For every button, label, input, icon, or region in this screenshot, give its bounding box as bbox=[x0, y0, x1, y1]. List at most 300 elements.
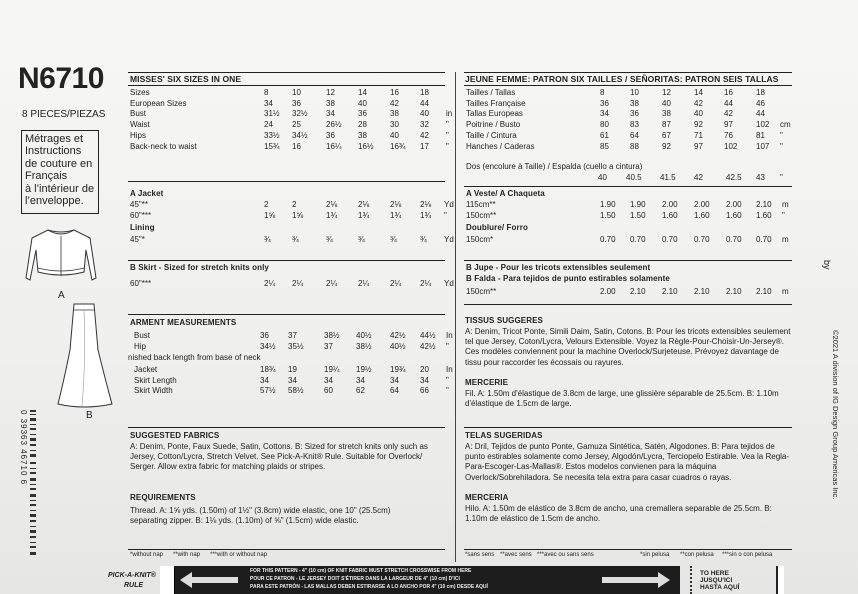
row-label: Tailles Française bbox=[466, 98, 526, 108]
size-value: 1.90 bbox=[600, 200, 616, 209]
left-title: MISSES' SIX SIZES IN ONE bbox=[130, 74, 242, 84]
skirt-title: B Skirt - Sized for stretch knits only bbox=[130, 263, 269, 272]
knit-rule-line-1: FOR THIS PATTERN - 4" (10 cm) OF KNIT FABRIC MUST STRETCH CROSSWISE FROM HERE bbox=[250, 568, 472, 574]
size-value: 18¾ bbox=[260, 365, 276, 374]
french-note-line: Instructions bbox=[25, 145, 82, 158]
size-value: 34 bbox=[390, 375, 399, 385]
row-label: Sizes bbox=[130, 88, 150, 97]
size-value: 1⅝ bbox=[292, 210, 304, 220]
size-value: 44 bbox=[756, 109, 765, 119]
size-value: 38 bbox=[390, 109, 399, 119]
left-size-row bbox=[128, 120, 453, 130]
row-label: 45"** bbox=[130, 200, 148, 209]
unit: " bbox=[446, 120, 449, 130]
size-value: 102 bbox=[724, 141, 738, 151]
size-value: 1.50 bbox=[630, 210, 646, 220]
size-value: 34 bbox=[326, 109, 335, 119]
unit: " bbox=[782, 210, 785, 220]
tissus-text: A: Denim, Tricot Ponte, Simili Daim, Satin, Cotons. B: Pour les tricots extensibles seulement tel que Jersey, Coton/Lycra, Velours Extensible. Voyez la Règle-Pour-Choisir-Un-Jersey®. Ces modèles conviennent pour la machine Overlock/Surjeteuse. Prévoyez davantage de tissu pour raccorder les écossais ou rayures. bbox=[465, 327, 791, 367]
copyright-text: ©2021 A division of IG Design Group Americas Inc. bbox=[831, 330, 840, 500]
size-value: 34 bbox=[420, 375, 429, 385]
size-value: 0.70 bbox=[694, 235, 710, 244]
rule bbox=[128, 314, 445, 315]
view-b-label: B bbox=[86, 410, 93, 421]
row-label: Jacket bbox=[134, 365, 158, 374]
barcode bbox=[18, 410, 38, 565]
size-value: ¾ bbox=[326, 235, 333, 244]
size-value: 37 bbox=[288, 331, 297, 340]
unit: Yd bbox=[444, 279, 454, 288]
french-note-line: Métrages et bbox=[25, 133, 84, 145]
unit: " bbox=[446, 141, 449, 151]
knit-rule-dotted bbox=[690, 566, 692, 594]
row-label: Waist bbox=[130, 120, 150, 130]
knit-rule-label-2: RULE bbox=[124, 582, 144, 589]
size-value: 38 bbox=[630, 98, 639, 108]
size-value: 60 bbox=[324, 386, 333, 395]
rule bbox=[464, 549, 792, 550]
footnote-pelusa-1: *sin pelusa bbox=[640, 552, 670, 558]
telas-text: A: Dril, Tejidos de punto Ponte, Gamuza Sintética, Satén, Algodones. B: Para tejidos de punto estirables solamente como Jersey, Algodón/Lycra, Terciopelo Estirable. Vea la Regla-Para-Escoger-Las-Mallas®. Estos modelos convienen para la máquina Overlock/Sobrehiladora. Se necesita tela extra para casar cuadros o rayas. bbox=[465, 442, 790, 482]
size-value: 16 bbox=[292, 141, 301, 151]
rule bbox=[128, 85, 445, 86]
size-value: 1.50 bbox=[600, 210, 616, 220]
pattern-number: N6710 bbox=[18, 62, 104, 95]
row-label: Tallas Europeas bbox=[466, 109, 523, 119]
size-value: 46 bbox=[756, 98, 765, 108]
knit-rule-end-mark bbox=[776, 566, 784, 594]
size-value: 1.60 bbox=[662, 210, 678, 220]
size-value: 38 bbox=[358, 130, 367, 140]
size-value: 0.70 bbox=[662, 235, 678, 244]
size-value: 38 bbox=[662, 109, 671, 119]
size-value: 41.5 bbox=[660, 173, 676, 182]
right-yardage-table bbox=[464, 189, 804, 309]
garment-row bbox=[128, 342, 453, 352]
footnote-sens-2: **avec sens bbox=[500, 552, 532, 558]
garment-row bbox=[128, 331, 453, 341]
doublure-yardage-row bbox=[464, 235, 804, 245]
rule bbox=[464, 85, 792, 86]
top-rule-right bbox=[464, 72, 792, 73]
size-value: 2.00 bbox=[694, 200, 710, 209]
size-value: 2 bbox=[292, 200, 297, 209]
french-note-line: Français bbox=[25, 170, 68, 183]
unit: In bbox=[446, 331, 453, 340]
size-value: 36 bbox=[600, 98, 609, 108]
size-value: 32 bbox=[420, 120, 429, 130]
size-value: 2.10 bbox=[662, 287, 678, 296]
unit: " bbox=[446, 386, 449, 395]
unit: " bbox=[780, 130, 783, 140]
right-size-row bbox=[464, 142, 804, 152]
unit: " bbox=[780, 141, 783, 151]
size-value: 34 bbox=[356, 375, 365, 385]
size-value: 2.10 bbox=[694, 287, 710, 296]
size-value: 2¼ bbox=[420, 279, 432, 288]
jacket-yardage-row bbox=[128, 200, 453, 210]
french-note-line: de couture en bbox=[25, 157, 93, 170]
size-value: 16 bbox=[390, 88, 399, 97]
arrow-left-icon bbox=[180, 570, 240, 590]
size-value: 2¼ bbox=[390, 279, 402, 288]
garment-length-row bbox=[128, 376, 453, 386]
size-value: 18 bbox=[756, 88, 765, 97]
unit: " bbox=[780, 173, 783, 182]
size-value: 42½ bbox=[420, 341, 436, 351]
rule bbox=[464, 427, 792, 428]
size-value: 40 bbox=[420, 109, 429, 119]
size-value: 1.60 bbox=[694, 210, 710, 220]
size-value: 20 bbox=[420, 365, 429, 374]
lining-title: Lining bbox=[130, 223, 155, 232]
jacket-yardage-row bbox=[128, 211, 453, 221]
merceria-title: MERCERIA bbox=[465, 493, 509, 502]
size-value: 40 bbox=[694, 109, 703, 119]
size-value: 36 bbox=[630, 109, 639, 119]
back-length-label: Dos (encolure à Taille) / Espalda (cuello a cintura) bbox=[466, 162, 643, 171]
knit-rule-bar bbox=[160, 566, 680, 594]
size-value: 33½ bbox=[264, 130, 280, 140]
size-value: 26½ bbox=[326, 120, 342, 130]
size-value: 102 bbox=[756, 120, 770, 130]
size-value: 2⅛ bbox=[420, 200, 432, 209]
size-value: 2¼ bbox=[264, 279, 276, 288]
size-value: 8 bbox=[600, 88, 605, 97]
unit: " bbox=[446, 341, 449, 351]
size-value: 1.60 bbox=[756, 210, 772, 220]
unit: Yd bbox=[444, 235, 454, 244]
left-size-row bbox=[128, 99, 453, 109]
right-size-row bbox=[464, 109, 804, 119]
finished-length-label: nished back length from base of neck bbox=[128, 353, 261, 362]
unit: m bbox=[782, 235, 789, 244]
size-value: 2.00 bbox=[662, 200, 678, 209]
size-value: 57½ bbox=[260, 386, 276, 395]
footnote-sens-3: ***avec ou sans sens bbox=[537, 552, 594, 558]
size-value: 44 bbox=[724, 98, 733, 108]
size-value: 1¾ bbox=[420, 210, 432, 220]
size-value: 34 bbox=[260, 375, 269, 385]
size-value: 42½ bbox=[390, 331, 406, 340]
size-value: 10 bbox=[292, 88, 301, 97]
size-value: 34 bbox=[324, 375, 333, 385]
size-value: 2⅛ bbox=[326, 200, 338, 209]
skirt-yardage-row bbox=[128, 279, 453, 289]
row-label: Skirt Length bbox=[134, 375, 177, 385]
left-size-row bbox=[128, 88, 453, 98]
knit-rule-line-2: POUR CE PATRON - LE JERSEY DOIT S'ÉTIRER DANS LA LARGEUR DE 4" (10 cm) D'ICI bbox=[250, 576, 460, 582]
row-label: Hips bbox=[130, 130, 147, 140]
size-value: 24 bbox=[264, 120, 273, 130]
size-value: 2.00 bbox=[600, 287, 616, 296]
arrow-right-icon bbox=[600, 570, 670, 590]
size-value: 0.70 bbox=[726, 235, 742, 244]
size-value: 34 bbox=[600, 109, 609, 119]
size-value: 0.70 bbox=[630, 235, 646, 244]
size-value: 85 bbox=[600, 141, 609, 151]
unit: Yd bbox=[444, 200, 454, 209]
row-label: Poitrine / Busto bbox=[466, 120, 521, 130]
unit: m bbox=[782, 200, 789, 209]
row-label: 150cm* bbox=[466, 235, 494, 244]
size-value: 16½ bbox=[358, 141, 374, 151]
size-value: 1¾ bbox=[390, 210, 402, 220]
unit: " bbox=[446, 375, 449, 385]
size-value: 44 bbox=[420, 98, 429, 108]
unit: " bbox=[444, 210, 447, 220]
size-value: 38½ bbox=[324, 331, 340, 340]
size-value: 97 bbox=[694, 141, 703, 151]
size-value: 62 bbox=[356, 386, 365, 395]
size-value: 8 bbox=[264, 88, 269, 97]
right-size-row bbox=[464, 88, 804, 98]
rule bbox=[464, 186, 792, 187]
size-value: 42 bbox=[724, 109, 733, 119]
size-value: 2⅛ bbox=[390, 200, 402, 209]
size-value: 87 bbox=[662, 120, 671, 130]
size-value: 0.70 bbox=[600, 235, 616, 244]
size-value: 2.10 bbox=[726, 287, 742, 296]
size-value: 36 bbox=[260, 331, 269, 340]
size-value: 97 bbox=[724, 120, 733, 130]
size-value: 28 bbox=[358, 120, 367, 130]
row-label: European Sizes bbox=[130, 98, 187, 108]
size-value: 38½ bbox=[356, 341, 372, 351]
left-size-row bbox=[128, 131, 453, 141]
row-label: 60"*** bbox=[130, 210, 152, 220]
size-value: 37 bbox=[324, 341, 333, 351]
size-value: 88 bbox=[630, 141, 639, 151]
jacket-title: A Jacket bbox=[130, 189, 164, 198]
rule bbox=[128, 427, 445, 428]
size-value: 40½ bbox=[390, 341, 406, 351]
size-value: 43 bbox=[756, 173, 765, 182]
size-value: 2.10 bbox=[756, 287, 772, 296]
rule bbox=[128, 549, 445, 550]
french-instructions-note bbox=[21, 130, 99, 214]
size-value: 2⅛ bbox=[358, 200, 370, 209]
rule bbox=[464, 304, 792, 305]
size-value: 42.5 bbox=[726, 173, 742, 182]
size-value: 40 bbox=[598, 173, 607, 182]
side-by-text: by bbox=[822, 260, 832, 270]
size-value: 40.5 bbox=[626, 173, 642, 182]
size-value: 14 bbox=[358, 88, 367, 97]
french-note-line: à l’intérieur de bbox=[25, 182, 95, 195]
size-value: 36 bbox=[326, 130, 335, 140]
size-value: 16¼ bbox=[326, 141, 342, 151]
size-value: 34 bbox=[264, 98, 273, 108]
french-note-line: l’enveloppe. bbox=[25, 195, 84, 208]
size-value: 16¾ bbox=[390, 141, 406, 151]
size-value: 1⅝ bbox=[264, 210, 276, 220]
unit: In bbox=[446, 365, 453, 374]
barcode-digits: 0 39363 46710 6 bbox=[19, 410, 28, 486]
row-label: 60"*** bbox=[130, 279, 152, 288]
size-value: 25 bbox=[292, 120, 301, 130]
right-size-row bbox=[464, 99, 804, 109]
row-label: Hanches / Caderas bbox=[466, 141, 535, 151]
garment-length-row bbox=[128, 365, 453, 375]
size-value: 19¾ bbox=[390, 365, 406, 374]
size-value: 83 bbox=[630, 120, 639, 130]
size-value: 19¼ bbox=[324, 365, 340, 374]
right-size-row bbox=[464, 131, 804, 141]
size-value: 17 bbox=[420, 141, 429, 151]
unit: m bbox=[782, 287, 789, 296]
size-value: 2¼ bbox=[292, 279, 304, 288]
size-value: 1¾ bbox=[326, 210, 338, 220]
size-value: 2 bbox=[264, 200, 269, 209]
size-value: 15¾ bbox=[264, 141, 280, 151]
size-value: 81 bbox=[756, 130, 765, 140]
size-value: 35½ bbox=[288, 341, 304, 351]
size-value: ¾ bbox=[420, 235, 427, 244]
footnote-nap-2: **with nap bbox=[173, 552, 201, 558]
suggested-title: SUGGESTED FABRICS bbox=[130, 431, 220, 440]
row-label: Bust bbox=[130, 109, 147, 119]
footnote-nap-3: ***with or without nap bbox=[210, 552, 268, 558]
footnote-pelusa-2: **con pelusa bbox=[680, 552, 714, 558]
size-value: 36 bbox=[292, 98, 301, 108]
size-value: 42 bbox=[420, 130, 429, 140]
right-size-table bbox=[464, 88, 804, 182]
size-value: 31½ bbox=[264, 109, 280, 119]
size-value: 61 bbox=[600, 130, 609, 140]
size-value: 44½ bbox=[420, 331, 436, 340]
row-label: 150cm** bbox=[466, 210, 497, 220]
size-value: ¾ bbox=[292, 235, 299, 244]
size-value: 34½ bbox=[292, 130, 308, 140]
size-value: 38 bbox=[326, 98, 335, 108]
telas-title: TELAS SUGERIDAS bbox=[465, 431, 543, 440]
size-value: 1.90 bbox=[630, 200, 646, 209]
size-value: 1¾ bbox=[358, 210, 370, 220]
back-length-row bbox=[464, 173, 804, 183]
size-value: ¾ bbox=[390, 235, 397, 244]
size-value: 64 bbox=[630, 130, 639, 140]
size-value: 58½ bbox=[288, 386, 304, 395]
jupe-title: B Jupe - Pour les tricots extensibles seulement bbox=[466, 263, 651, 272]
size-value: 34 bbox=[288, 375, 297, 385]
size-value: 12 bbox=[326, 88, 335, 97]
row-label: Hip bbox=[134, 341, 147, 351]
size-value: 2¼ bbox=[358, 279, 370, 288]
size-value: 66 bbox=[420, 386, 429, 395]
column-divider bbox=[455, 72, 456, 562]
row-label: Skirt Width bbox=[134, 386, 173, 395]
mercerie-text: Fil. A: 1.50m d'élastique de 3.8cm de large, une glissière séparable de 25.5cm. B: 1.10m d'élastique de 1.5cm de large. bbox=[465, 389, 779, 409]
row-label: 115cm** bbox=[466, 200, 496, 209]
requirements-text: Thread. A: 1⅝ yds. (1.50m) of 1½" (3.8cm) wide elastic, one 10" (25.5cm) separating zipper. B: 1⅛ yds. (1.10m) of ⅝" (1.5cm) wide elastic. bbox=[130, 506, 391, 526]
rule bbox=[128, 260, 445, 261]
footnote-pelusa-3: ***sin o con pelusa bbox=[722, 552, 773, 558]
top-rule-left bbox=[128, 72, 445, 73]
unit: in bbox=[446, 109, 453, 119]
lining-yardage-row bbox=[128, 235, 453, 245]
unit: cm bbox=[780, 120, 791, 130]
garment-measurements bbox=[128, 318, 453, 408]
veste-title: A Veste/ A Chaqueta bbox=[466, 189, 545, 198]
size-value: 40 bbox=[358, 98, 367, 108]
size-value: 19½ bbox=[356, 365, 372, 374]
right-title: JEUNE FEMME: PATRON SIX TAILLES / SEÑORITAS: PATRON SEIS TALLAS bbox=[465, 74, 779, 84]
size-value: 2.00 bbox=[726, 200, 742, 209]
left-size-row bbox=[128, 142, 453, 152]
merceria-text: Hilo. A: 1.50m de elástico de 3.8cm de ancho, una cremallera separable de 25.5cm. B: 1.10m de elástico de 1.5cm de ancho. bbox=[465, 504, 772, 524]
mercerie-title: MERCERIE bbox=[465, 378, 509, 387]
knit-rule-label: PICK-A-KNIT® bbox=[108, 572, 156, 579]
left-yardage-table bbox=[128, 189, 453, 299]
size-value: 42 bbox=[390, 98, 399, 108]
falda-title: B Falda - Para tejidos de punto estirables solamente bbox=[466, 274, 670, 283]
tissus-title: TISSUS SUGGERES bbox=[465, 316, 543, 325]
rule bbox=[128, 181, 445, 182]
size-value: 107 bbox=[756, 141, 770, 151]
garment-title: ARMENT MEASUREMENTS bbox=[130, 318, 237, 327]
size-value: 42 bbox=[694, 173, 703, 182]
view-a-label: A bbox=[58, 290, 65, 301]
size-value: 19 bbox=[288, 365, 297, 374]
right-size-row bbox=[464, 120, 804, 130]
knit-rule-line-3: PARA ESTE PATRÓN - LAS MALLAS DEBEN ESTIRARSE A LO ANCHO POR 4" (10 cm) DESDE AQUÍ bbox=[250, 584, 488, 590]
size-value: 32½ bbox=[292, 109, 308, 119]
size-value: 10 bbox=[630, 88, 639, 97]
size-value: ¾ bbox=[264, 235, 271, 244]
row-label: Tailles / Tallas bbox=[466, 88, 516, 97]
row-label: Back-neck to waist bbox=[130, 141, 197, 151]
size-value: 40½ bbox=[356, 331, 372, 340]
size-value: 64 bbox=[390, 386, 399, 395]
footnote-sens-1: *sans sens bbox=[465, 552, 495, 558]
size-value: 42 bbox=[694, 98, 703, 108]
skirt-sketch bbox=[54, 300, 116, 412]
size-value: 71 bbox=[694, 130, 703, 140]
doublure-title: Doublure/ Forro bbox=[466, 223, 528, 232]
size-value: ¾ bbox=[358, 235, 365, 244]
size-value: 18 bbox=[420, 88, 429, 97]
piece-count: 8 PIECES/PIEZAS bbox=[22, 109, 106, 120]
size-value: 67 bbox=[662, 130, 671, 140]
footnote-nap-1: *without nap bbox=[130, 552, 164, 558]
size-value: 76 bbox=[724, 130, 733, 140]
size-value: 2.10 bbox=[630, 287, 646, 296]
unit: " bbox=[446, 130, 449, 140]
garment-length-row bbox=[128, 386, 453, 396]
size-value: 12 bbox=[662, 88, 671, 97]
size-value: 30 bbox=[390, 120, 399, 130]
row-label: Taille / Cintura bbox=[466, 130, 517, 140]
size-value: 80 bbox=[600, 120, 609, 130]
size-value: 2.10 bbox=[756, 200, 772, 209]
size-value: 92 bbox=[694, 120, 703, 130]
size-value: 40 bbox=[390, 130, 399, 140]
size-value: 92 bbox=[662, 141, 671, 151]
size-value: 36 bbox=[358, 109, 367, 119]
row-label: Bust bbox=[134, 331, 151, 340]
to-here-label: TO HERE JUSQU'ICI HASTA AQUÍ bbox=[700, 570, 740, 591]
size-value: 14 bbox=[694, 88, 703, 97]
size-value: 16 bbox=[724, 88, 733, 97]
suggested-text: A: Denim, Ponte, Faux Suede, Satin, Cottons. B: Sized for stretch knits only such as Jersey, Cotton/Lycra, Stretch Velvet. See Pick-A-Knit® Rule. Suitable for Overlock/ Serger. Allow extra fabric for matching plaids or stripes. bbox=[130, 442, 428, 472]
row-label: 150cm** bbox=[466, 287, 497, 296]
size-value: 40 bbox=[662, 98, 671, 108]
left-size-table bbox=[128, 88, 453, 158]
size-value: 1.60 bbox=[726, 210, 742, 220]
size-value: 34½ bbox=[260, 341, 276, 351]
veste-yardage-row bbox=[464, 211, 804, 221]
